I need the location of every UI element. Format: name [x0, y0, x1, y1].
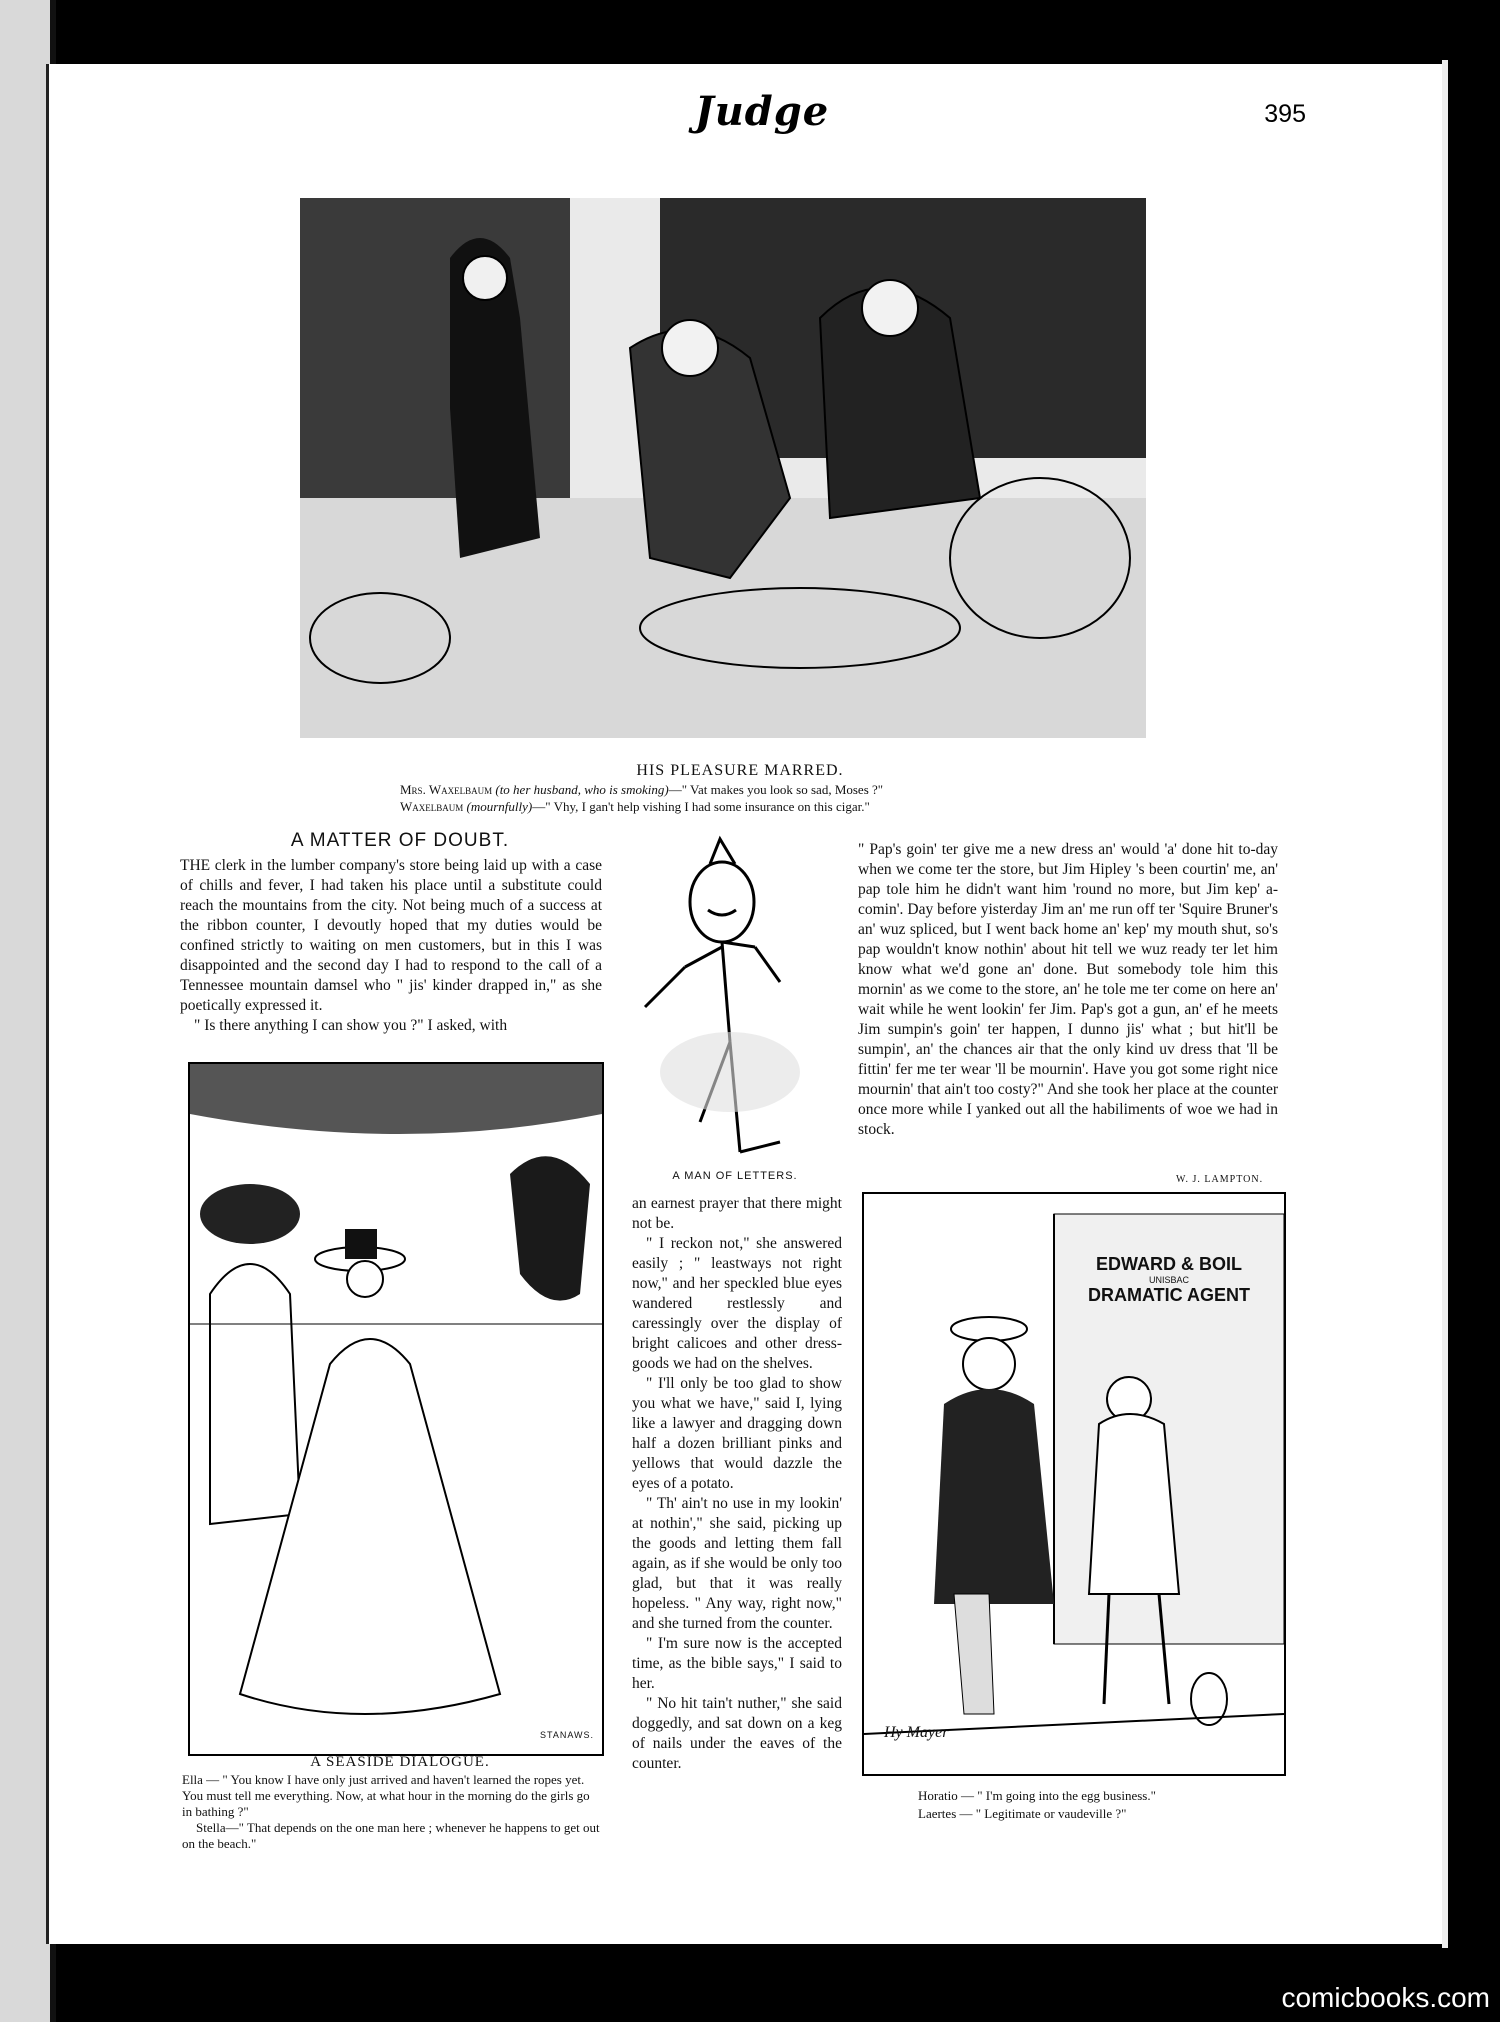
- top-cartoon-title: HIS PLEASURE MARRED.: [636, 762, 844, 779]
- top-cartoon-line-2: [400, 799, 1160, 815]
- seaside-cartoon-illustration: [188, 1062, 604, 1756]
- egg-business-cartoon-illustration: [862, 1192, 1286, 1776]
- sign-line-3: DRAMATIC AGENT: [1088, 1285, 1250, 1305]
- top-cartoon-illustration: [300, 198, 1146, 738]
- egg-cartoon-line-1: Horatio — " I'm going into the egg business.": [918, 1788, 1156, 1803]
- speaker-name: Mrs. Waxelbaum: [400, 782, 493, 797]
- article-paragraph: an earnest prayer that there might not be.: [632, 1195, 842, 1232]
- article-paragraph: " Th' ain't no use in my lookin' at nothin'," she said, picking up the goods and letting them fall again, as if she would be only too glad, but that it was really hopeless. " Any way, right now," and she turned from the counter.: [632, 1495, 842, 1632]
- article-paragraph: " I reckon not," she answered easily ; " leastways not right now," and her speckled blue eyes wandered restlessly and caressingly over the display of bright calicoes and other dress-goods we had on the shelves.: [632, 1235, 842, 1372]
- egg-artist-signature: Hy Mayer: [884, 1724, 949, 1741]
- seaside-artist-signature: STANAWS.: [540, 1730, 595, 1740]
- sign-line-1: EDWARD & BOIL: [1096, 1254, 1242, 1274]
- article-headline: A MATTER OF DOUBT.: [290, 830, 510, 851]
- article-paragraph: " No hit tain't nuther," she said doggedly, and sat down on a keg of nails under the eaves of the counter.: [632, 1695, 842, 1772]
- sign-line-2: UNISBAC: [1148, 1275, 1189, 1285]
- dialogue-text: —" Vhy, I gan't help vishing I had some insurance on this cigar.": [532, 799, 870, 814]
- article-paragraph: " Is there anything I can show you ?" I asked, with: [194, 1017, 508, 1034]
- agency-sign: [1064, 1254, 1274, 1306]
- seaside-line-1: Ella — " You know I have only just arrived and haven't learned the ropes yet. You must tell me everything. Now, at what hour in the morning do the girls go in bathing ?": [182, 1772, 590, 1819]
- stage-direction: (to her husband, who is smoking): [495, 782, 669, 797]
- stick-figure-caption: A MAN OF LETTERS.: [672, 1170, 798, 1182]
- seaside-line-2: Stella—" That depends on the one man here ; whenever he happens to get out on the beach.": [182, 1820, 600, 1851]
- article-column-3: [858, 840, 1278, 1140]
- seaside-cartoon-title: A SEASIDE DIALOGUE.: [310, 1754, 490, 1770]
- dialogue-text: —" Vat makes you look so sad, Moses ?": [668, 782, 884, 797]
- article-column-1: [180, 856, 602, 1036]
- stage-direction: (mournfully): [466, 799, 533, 814]
- watermark: comicbooks.com: [1281, 1982, 1490, 2013]
- article-paragraph: " I'll only be too glad to show you what we have," said I, lying like a lawyer and dragging down half a dozen brilliant pinks and yellows that would dazzle the eyes of a potato.: [632, 1375, 842, 1492]
- article-paragraph: " I'm sure now is the accepted time, as the bible says," I said to her.: [632, 1635, 842, 1692]
- egg-cartoon-line-2: Laertes — " Legitimate or vaudeville ?": [918, 1806, 1127, 1821]
- article-column-2: [632, 1194, 842, 1774]
- top-cartoon-line-1: [400, 782, 1160, 798]
- speaker-name: Waxelbaum: [400, 799, 464, 814]
- masthead-logo: Judge: [694, 88, 830, 135]
- article-byline: W. J. LAMPTON.: [1176, 1174, 1264, 1185]
- article-paragraph: " Pap's goin' ter give me a new dress an' would 'a' done hit to-day when we come ter the store, but Jim Hipley 's been courtin' me, an' pap tole him he didn't want him 'round no more, but Jim kep' a-comin'. Day before yisterday Jim an' me run off ter 'Squire Bruner's an' wuz spliced, but I went back home an' kep' my mouth shut, so's pap wouldn't know nothin' about hit tell we wuz ready ter let him know what we'd gone an' done. But somebody tole him this mornin' as we come to the store, an' he tole me ter come on here an' wait while he went lookin' fer Jim. Pap's got a gun, an' ef he meets Jim sumpin's goin' ter happen, I dunno jis' what ; but hit'll be sumpin', an' the chances air that the only kind uv dress that 'll be fittin' fer me ter wear 'll be mournin'. Have you got some right nice mournin' that ain't too costy?" And she took her place at the counter once more while I yanked out all the habiliments of woe we had in stock.: [858, 841, 1278, 1138]
- stick-figure-illustration: [630, 832, 845, 1162]
- page-edge: [1442, 60, 1448, 1948]
- page-number: 395: [1264, 100, 1306, 128]
- article-paragraph: THE clerk in the lumber company's store being laid up with a case of chills and fever, I had taken his place until a substitute could reach the mountains from the city. Not being much of a success at the ribbon counter, I devoutly hoped that my duties would be confined strictly to waiting on men customers, but in this I was disappointed and the second day I had to respond to the call of a Tennessee mountain damsel who " jis' kinder drapped in," as she poetically expressed it.: [180, 857, 602, 1014]
